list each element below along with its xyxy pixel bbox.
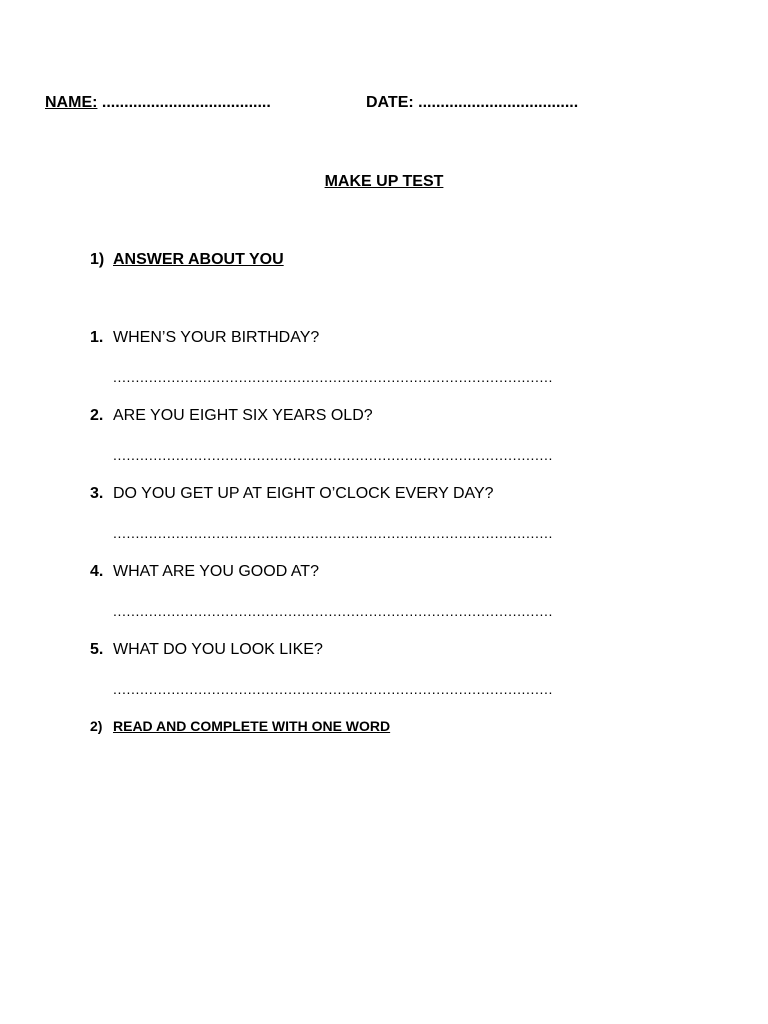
question-2 <box>90 407 373 425</box>
date-label: DATE: <box>366 94 414 111</box>
question-text: DO YOU GET UP AT EIGHT O’CLOCK EVERY DAY? <box>113 485 494 502</box>
answer-line-1[interactable]: .................................................................................................. <box>113 369 553 385</box>
answer-line-2[interactable]: .................................................................................................. <box>113 447 553 463</box>
question-number: 2. <box>90 407 104 424</box>
question-text: WHEN’S YOUR BIRTHDAY? <box>113 329 320 346</box>
section-1-heading <box>90 251 284 269</box>
date-field[interactable] <box>366 94 578 112</box>
name-blank[interactable]: ...................................... <box>101 94 271 111</box>
answer-line-3[interactable]: .................................................................................................. <box>113 525 553 541</box>
section-2-number: 2) <box>90 718 103 734</box>
question-number: 5. <box>90 641 104 658</box>
section-1-title: ANSWER ABOUT YOU <box>113 251 284 268</box>
section-2-title: READ AND COMPLETE WITH ONE WORD <box>113 718 391 734</box>
question-1 <box>90 329 319 347</box>
name-field[interactable] <box>45 94 271 112</box>
question-number: 1. <box>90 329 104 346</box>
date-blank[interactable]: .................................... <box>418 94 579 111</box>
question-3 <box>90 485 494 503</box>
question-text: WHAT ARE YOU GOOD AT? <box>113 563 319 580</box>
page-title: MAKE UP TEST <box>324 173 444 190</box>
question-text: ARE YOU EIGHT SIX YEARS OLD? <box>113 407 373 424</box>
question-number: 4. <box>90 563 104 580</box>
question-text: WHAT DO YOU LOOK LIKE? <box>113 641 323 658</box>
answer-line-5[interactable]: .................................................................................................. <box>113 681 553 697</box>
question-4 <box>90 563 319 581</box>
name-label: NAME: <box>45 94 98 111</box>
section-2-heading <box>90 718 390 734</box>
section-1-number: 1) <box>90 251 105 268</box>
question-number: 3. <box>90 485 104 502</box>
answer-line-4[interactable]: .................................................................................................. <box>113 603 553 619</box>
question-5 <box>90 641 323 659</box>
